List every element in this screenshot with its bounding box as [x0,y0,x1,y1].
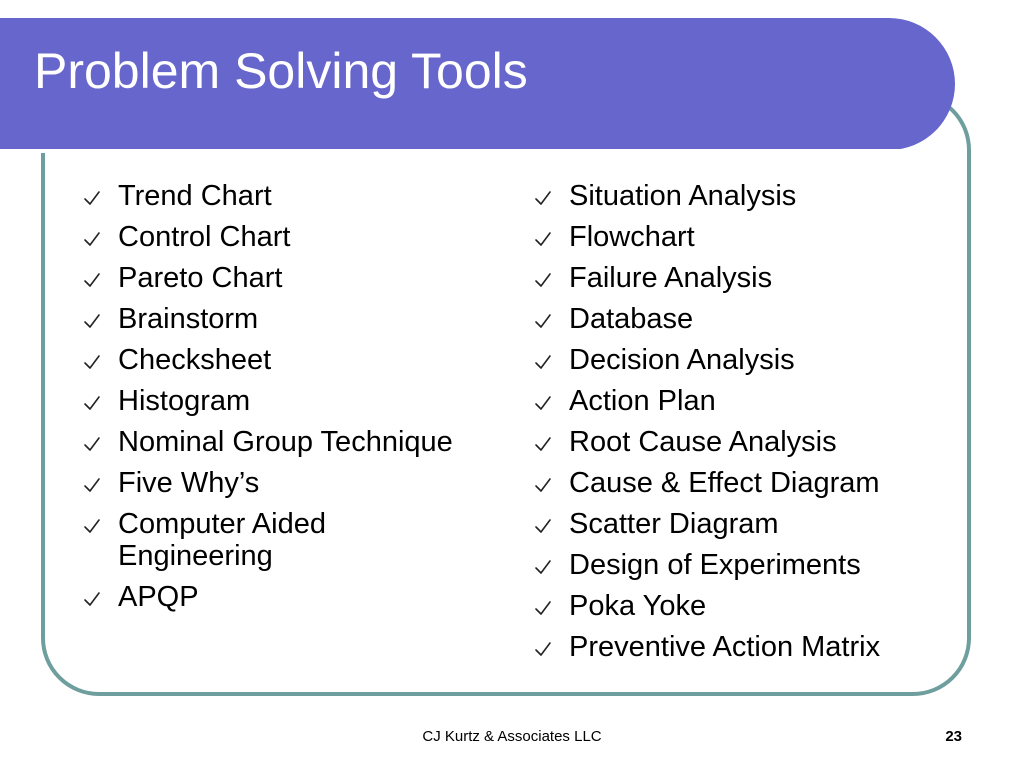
checkmark-icon [533,470,553,490]
list-item [533,344,953,376]
list-item-label: Database [569,303,694,335]
checkmark-icon [533,224,553,244]
list-item-label: Nominal Group Technique [118,426,453,458]
checkmark-icon [533,429,553,449]
title-underline [0,149,905,153]
list-item-label: Control Chart [118,221,291,253]
list-item [533,508,953,540]
slide-footer [0,728,1024,748]
page-number: 23 [945,728,962,745]
list-item-label: Situation Analysis [569,180,797,212]
checkmark-icon [533,388,553,408]
checkmark-icon [82,347,102,367]
slide-title: Problem Solving Tools [34,43,528,99]
right-tool-list [533,180,953,672]
checkmark-icon [82,470,102,490]
list-item [533,221,953,253]
list-item [533,467,953,499]
checkmark-icon [533,347,553,367]
list-item-label: Flowchart [569,221,695,253]
list-item-label: Checksheet [118,344,272,376]
list-item [82,426,482,458]
checkmark-icon [82,224,102,244]
checkmark-icon [533,552,553,572]
list-item-label: Scatter Diagram [569,508,779,540]
checkmark-icon [82,183,102,203]
list-item [533,385,953,417]
checkmark-icon [533,265,553,285]
list-item [82,180,482,212]
list-item [82,303,482,335]
list-item-label: Poka Yoke [569,590,707,622]
list-item [533,303,953,335]
list-item-label: Histogram [118,385,251,417]
list-item [82,262,482,294]
list-item-label: APQP [118,581,199,613]
list-item-label: Trend Chart [118,180,272,212]
list-item [533,590,953,622]
list-item [82,581,482,613]
footer-company: CJ Kurtz & Associates LLC [422,728,602,745]
list-item-label: Failure Analysis [569,262,773,294]
list-item-label: Computer Aided Engineering [118,508,326,572]
list-item-label: Design of Experiments [569,549,861,581]
checkmark-icon [82,388,102,408]
list-item [82,385,482,417]
list-item [533,180,953,212]
checkmark-icon [82,584,102,604]
checkmark-icon [533,634,553,654]
list-item [82,467,482,499]
checkmark-icon [533,306,553,326]
list-item-label: Decision Analysis [569,344,795,376]
list-item [533,262,953,294]
list-item [533,631,953,663]
list-item-label: Pareto Chart [118,262,283,294]
list-item [82,221,482,253]
list-item [82,344,482,376]
list-item [533,549,953,581]
list-item [82,508,482,572]
list-item-label: Brainstorm [118,303,259,335]
list-item-label: Preventive Action Matrix [569,631,881,663]
checkmark-icon [533,183,553,203]
checkmark-icon [82,306,102,326]
checkmark-icon [82,265,102,285]
list-item-label: Root Cause Analysis [569,426,837,458]
list-item [533,426,953,458]
checkmark-icon [82,511,102,531]
list-item-label: Five Why’s [118,467,260,499]
list-item-label: Action Plan [569,385,716,417]
checkmark-icon [533,593,553,613]
checkmark-icon [533,511,553,531]
list-item-label: Cause & Effect Diagram [569,467,880,499]
checkmark-icon [82,429,102,449]
left-tool-list [82,180,482,622]
